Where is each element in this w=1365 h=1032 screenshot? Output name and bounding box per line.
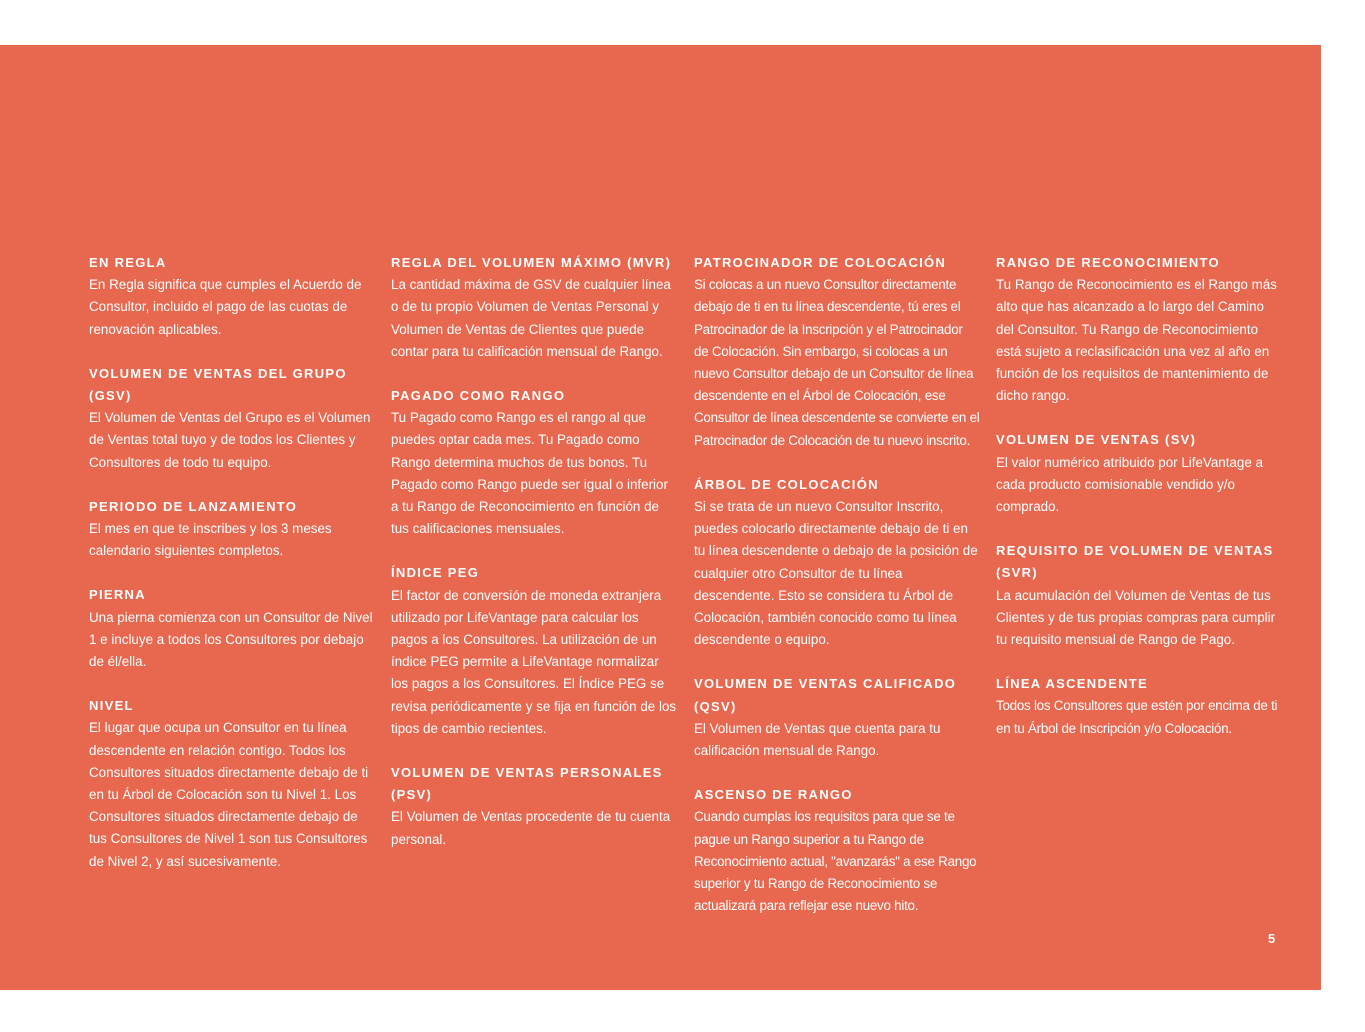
- glossary-entry: [391, 385, 677, 540]
- glossary-term: ASCENSO DE RANGO: [694, 787, 853, 803]
- glossary-column-4: [996, 252, 1282, 762]
- glossary-entry: [996, 429, 1282, 518]
- glossary-definition: El Volumen de Ventas del Grupo es el Volumen de Ventas total tuyo y de todos los Clientes y Consultores de todo tu equipo.: [89, 410, 371, 470]
- glossary-entry: [694, 252, 980, 452]
- glossary-entry: [391, 762, 677, 851]
- glossary-term: VOLUMEN DE VENTAS DEL GRUPO (GSV): [89, 365, 347, 404]
- glossary-definition: Tu Rango de Reconocimiento es el Rango más alto que has alcanzado a lo largo del Camino del Consultor. Tu Rango de Reconocimiento está sujeto a reclasificación una vez al año en función de los requisitos de mantenimiento de dicho rango.: [996, 277, 1277, 404]
- glossary-term: LÍNEA ASCENDENTE: [996, 676, 1149, 692]
- glossary-column-3: [694, 252, 980, 939]
- glossary-term: PATROCINADOR DE COLOCACIÓN: [694, 255, 947, 270]
- glossary-definition: Una pierna comienza con un Consultor de Nivel 1 e incluye a todos los Consultores por debajo de él/ella.: [89, 609, 373, 670]
- glossary-entry: [89, 496, 375, 563]
- glossary-term: PIERNA: [89, 587, 146, 603]
- glossary-definition: El Volumen de Ventas que cuenta para tu calificación mensual de Rango.: [694, 720, 941, 759]
- glossary-entry: [996, 252, 1282, 407]
- glossary-term: VOLUMEN DE VENTAS CALIFICADO (QSV): [694, 676, 957, 714]
- glossary-page: [0, 45, 1321, 990]
- glossary-entry: [89, 252, 375, 341]
- glossary-term: PAGADO COMO RANGO: [391, 388, 566, 404]
- glossary-term: VOLUMEN DE VENTAS PERSONALES (PSV): [391, 765, 663, 803]
- glossary-definition: Tu Pagado como Rango es el rango al que puedes optar cada mes. Tu Pagado como Rango determina muchos de tus bonos. Tu Pagado como Rango puede ser igual o inferior a tu Rango de Reconocimiento en función de tus calificaciones mensuales.: [391, 410, 668, 537]
- glossary-term: VOLUMEN DE VENTAS (SV): [996, 432, 1197, 448]
- glossary-entry: [694, 474, 980, 652]
- glossary-definition: El Volumen de Ventas procedente de tu cuenta personal.: [391, 809, 671, 847]
- glossary-entry: [694, 784, 980, 917]
- glossary-term: EN REGLA: [89, 255, 167, 270]
- glossary-definition: El factor de conversión de moneda extranjera utilizado por LifeVantage para calcular los pagos a los Consultores. La utilización de un índice PEG permite a LifeVantage normalizar los pagos a los Consultores. El Índice PEG se revisa periódicamente y se fija en función de los tipos de cambio recientes.: [391, 587, 677, 736]
- glossary-definition: Si colocas a un nuevo Consultor directamente debajo de ti en tu línea descendente, tú eres el Patrocinador de la Inscripción y el Patrocinador de Colocación. Sin embargo, si colocas a un nuevo Consultor debajo de un Consultor de línea descendente en el Árbol de Colocación, ese Consultor de línea descendente se convierte en el Patrocinador de Colocación de tu nuevo inscrito.: [694, 277, 980, 448]
- glossary-definition: El lugar que ocupa un Consultor en tu línea descendente en relación contigo. Todos los Consultores situados directamente debajo de ti en tu Árbol de Colocación son tu Nivel 1. Los Consultores situados directamente debajo de tus Consultores de Nivel 1 son tus Consultores de Nivel 2, y así sucesivamente.: [89, 720, 369, 869]
- glossary-entry: [89, 363, 375, 474]
- glossary-column-1: [89, 252, 375, 895]
- glossary-entry: [89, 584, 375, 673]
- glossary-term: REQUISITO DE VOLUMEN DE VENTAS (SVR): [996, 543, 1274, 581]
- glossary-definition: En Regla significa que cumples el Acuerdo de Consultor, incluido el pago de las cuotas de renovación aplicables.: [89, 277, 362, 337]
- page-number: 5: [1268, 931, 1276, 946]
- glossary-entry: [996, 540, 1282, 651]
- glossary-definition: La cantidad máxima de GSV de cualquier línea o de tu propio Volumen de Ventas Personal y Volumen de Ventas de Clientes que puede contar para tu calificación mensual de Rango.: [391, 277, 671, 359]
- glossary-definition: El mes en que te inscribes y los 3 meses calendario siguientes completos.: [89, 521, 332, 559]
- glossary-definition: La acumulación del Volumen de Ventas de tus Clientes y de tus propias compras para cumplir tu requisito mensual de Rango de Pago.: [996, 587, 1276, 648]
- glossary-entry: [996, 673, 1282, 740]
- glossary-term: RANGO DE RECONOCIMIENTO: [996, 255, 1220, 270]
- glossary-term: REGLA DEL VOLUMEN MÁXIMO (MVR): [391, 255, 672, 270]
- glossary-entry: [694, 673, 980, 762]
- glossary-definition: Si se trata de un nuevo Consultor Inscrito, puedes colocarlo directamente debajo de ti en tu línea descendente o debajo de la posición de cualquier otro Consultor de tu línea descendente. Esto se considera tu Árbol de Colocación, también conocido como tu línea descendente o equipo.: [694, 499, 978, 648]
- glossary-definition: Cuando cumplas los requisitos para que se te pague un Rango superior a tu Rango de Reconocimiento actual, "avanzarás" a ese Rango superior y tu Rango de Reconocimiento se actualizará para reflejar ese nuevo hito.: [694, 809, 977, 914]
- glossary-entry: [391, 252, 677, 363]
- glossary-term: PERIODO DE LANZAMIENTO: [89, 498, 298, 514]
- glossary-definition: Todos los Consultores que estén por encima de ti en tu Árbol de Inscripción y/o Colocación.: [996, 698, 1278, 736]
- glossary-term: ÍNDICE PEG: [391, 565, 480, 581]
- glossary-term: ÁRBOL DE COLOCACIÓN: [694, 476, 879, 492]
- glossary-entry: [391, 562, 677, 740]
- glossary-entry: [89, 695, 375, 873]
- glossary-definition: El valor numérico atribuido por LifeVantage a cada producto comisionable vendido y/o comprado.: [996, 454, 1263, 515]
- glossary-column-2: [391, 252, 677, 873]
- glossary-term: NIVEL: [89, 698, 134, 714]
